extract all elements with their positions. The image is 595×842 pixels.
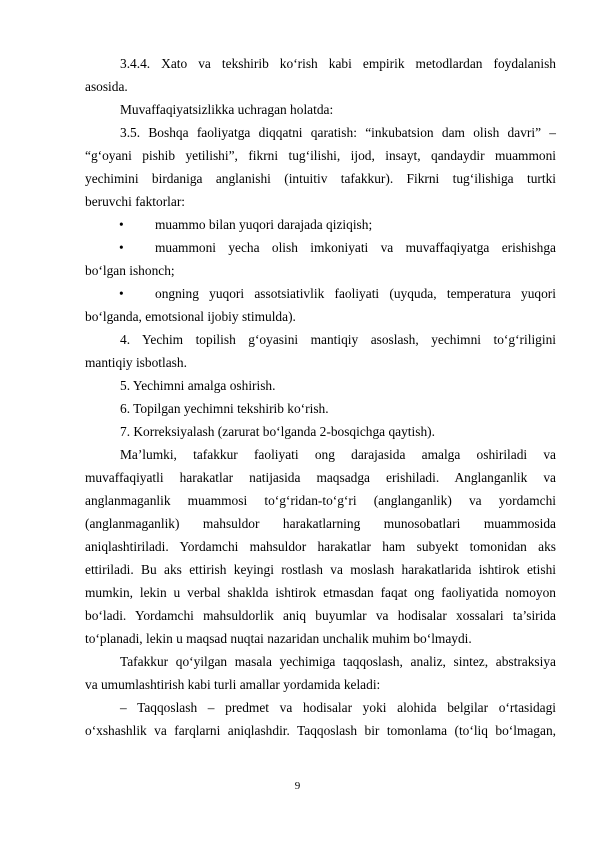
- text-line: bo‘lganda, emotsional ijobiy stimulda).: [85, 309, 296, 324]
- text-line: anglanmaganlik muammosi to‘g‘ridan-to‘g‘ri (anglanganlik) va yordamchi: [85, 493, 556, 508]
- text-line: aniqlashtiriladi. Yordamchi mahsuldor harakatlar ham subyekt tomonidan aks: [85, 539, 556, 554]
- text-line: Tafakkur qo‘yilgan masala yechimiga taqqoslash, analiz, sintez, abstraksiya: [120, 654, 556, 669]
- text-line: Ma’lumki, tafakkur faoliyati ong darajasida amalga oshiriladi va: [120, 447, 556, 462]
- bullet-item-text: ongning yuqori assotsiativlik faoliyati (uyquda, temperatura yuqori: [155, 286, 556, 301]
- text-line: muvaffaqiyatli harakatlar natijasida maqsadga erishiladi. Anglanganlik va: [85, 470, 556, 485]
- bullet-marker: •: [119, 286, 124, 301]
- text-line: to‘planadi, lekin u maqsad nuqtai nazaridan unchalik muhim bo‘lmaydi.: [85, 631, 472, 646]
- text-line: 5. Yechimni amalga oshirish.: [120, 378, 276, 393]
- bullet-marker: •: [119, 217, 124, 232]
- text-line: o‘xshashlik va farqlarni aniqlashdir. Taqqoslash bir tomonlama (to‘liq bo‘lmagan,: [85, 723, 556, 738]
- text-line: 4. Yechim topilish g‘oyasini mantiqiy asoslash, yechimni to‘g‘riligini: [120, 332, 556, 347]
- page-number: 9: [294, 780, 301, 792]
- text-line: mantiqiy isbotlash.: [85, 355, 187, 370]
- text-line: – Taqqoslash – predmet va hodisalar yoki alohida belgilar o‘rtasidagi: [120, 700, 556, 715]
- text-line: mumkin, lekin u verbal shaklda ishtirok etmasdan faqat ong faoliyatida nomoyon: [85, 585, 556, 600]
- text-line: “g‘oyani pishib yetilishi”, fikrni tug‘ilishi, ijod, insayt, qandaydir muammoni: [85, 148, 556, 163]
- bullet-item-text: muammo bilan yuqori darajada qiziqish;: [155, 217, 373, 232]
- bullet-marker: •: [119, 240, 124, 255]
- text-line: Muvaffaqiyatsizlikka uchragan holatda:: [120, 102, 334, 117]
- text-line: 3.4.4. Xato va tekshirib ko‘rish kabi empirik metodlardan foydalanish: [120, 56, 556, 71]
- text-line: bo‘lgan ishonch;: [85, 263, 175, 278]
- text-line: bo‘ladi. Yordamchi mahsuldorlik aniq buyumlar va hodisalar xossalari ta’sirida: [85, 608, 556, 623]
- text-line: asosida.: [85, 79, 128, 94]
- bullet-item-text: muammoni yecha olish imkoniyati va muvaffaqiyatga erishishga: [155, 240, 556, 255]
- text-line: ettiriladi. Bu aks ettirish keyingi rostlash va moslash harakatlarida ishtirok etishi: [85, 562, 556, 577]
- text-line: va umumlashtirish kabi turli amallar yordamida keladi:: [85, 677, 381, 692]
- text-line: yechimini birdaniga anglanishi (intuitiv tafakkur). Fikrni tug‘ilishiga turtki: [85, 171, 556, 186]
- text-line: 7. Korreksiyalash (zarurat bo‘lganda 2-bosqichga qaytish).: [120, 424, 435, 439]
- text-line: (anglanmaganlik) mahsuldor harakatlarning munosobatlari muammosida: [85, 516, 556, 531]
- text-line: beruvchi faktorlar:: [85, 194, 186, 209]
- text-line: 6. Topilgan yechimni tekshirib ko‘rish.: [120, 401, 329, 416]
- text-line: 3.5. Boshqa faoliyatga diqqatni qaratish: “inkubatsion dam olish davri” –: [120, 125, 556, 140]
